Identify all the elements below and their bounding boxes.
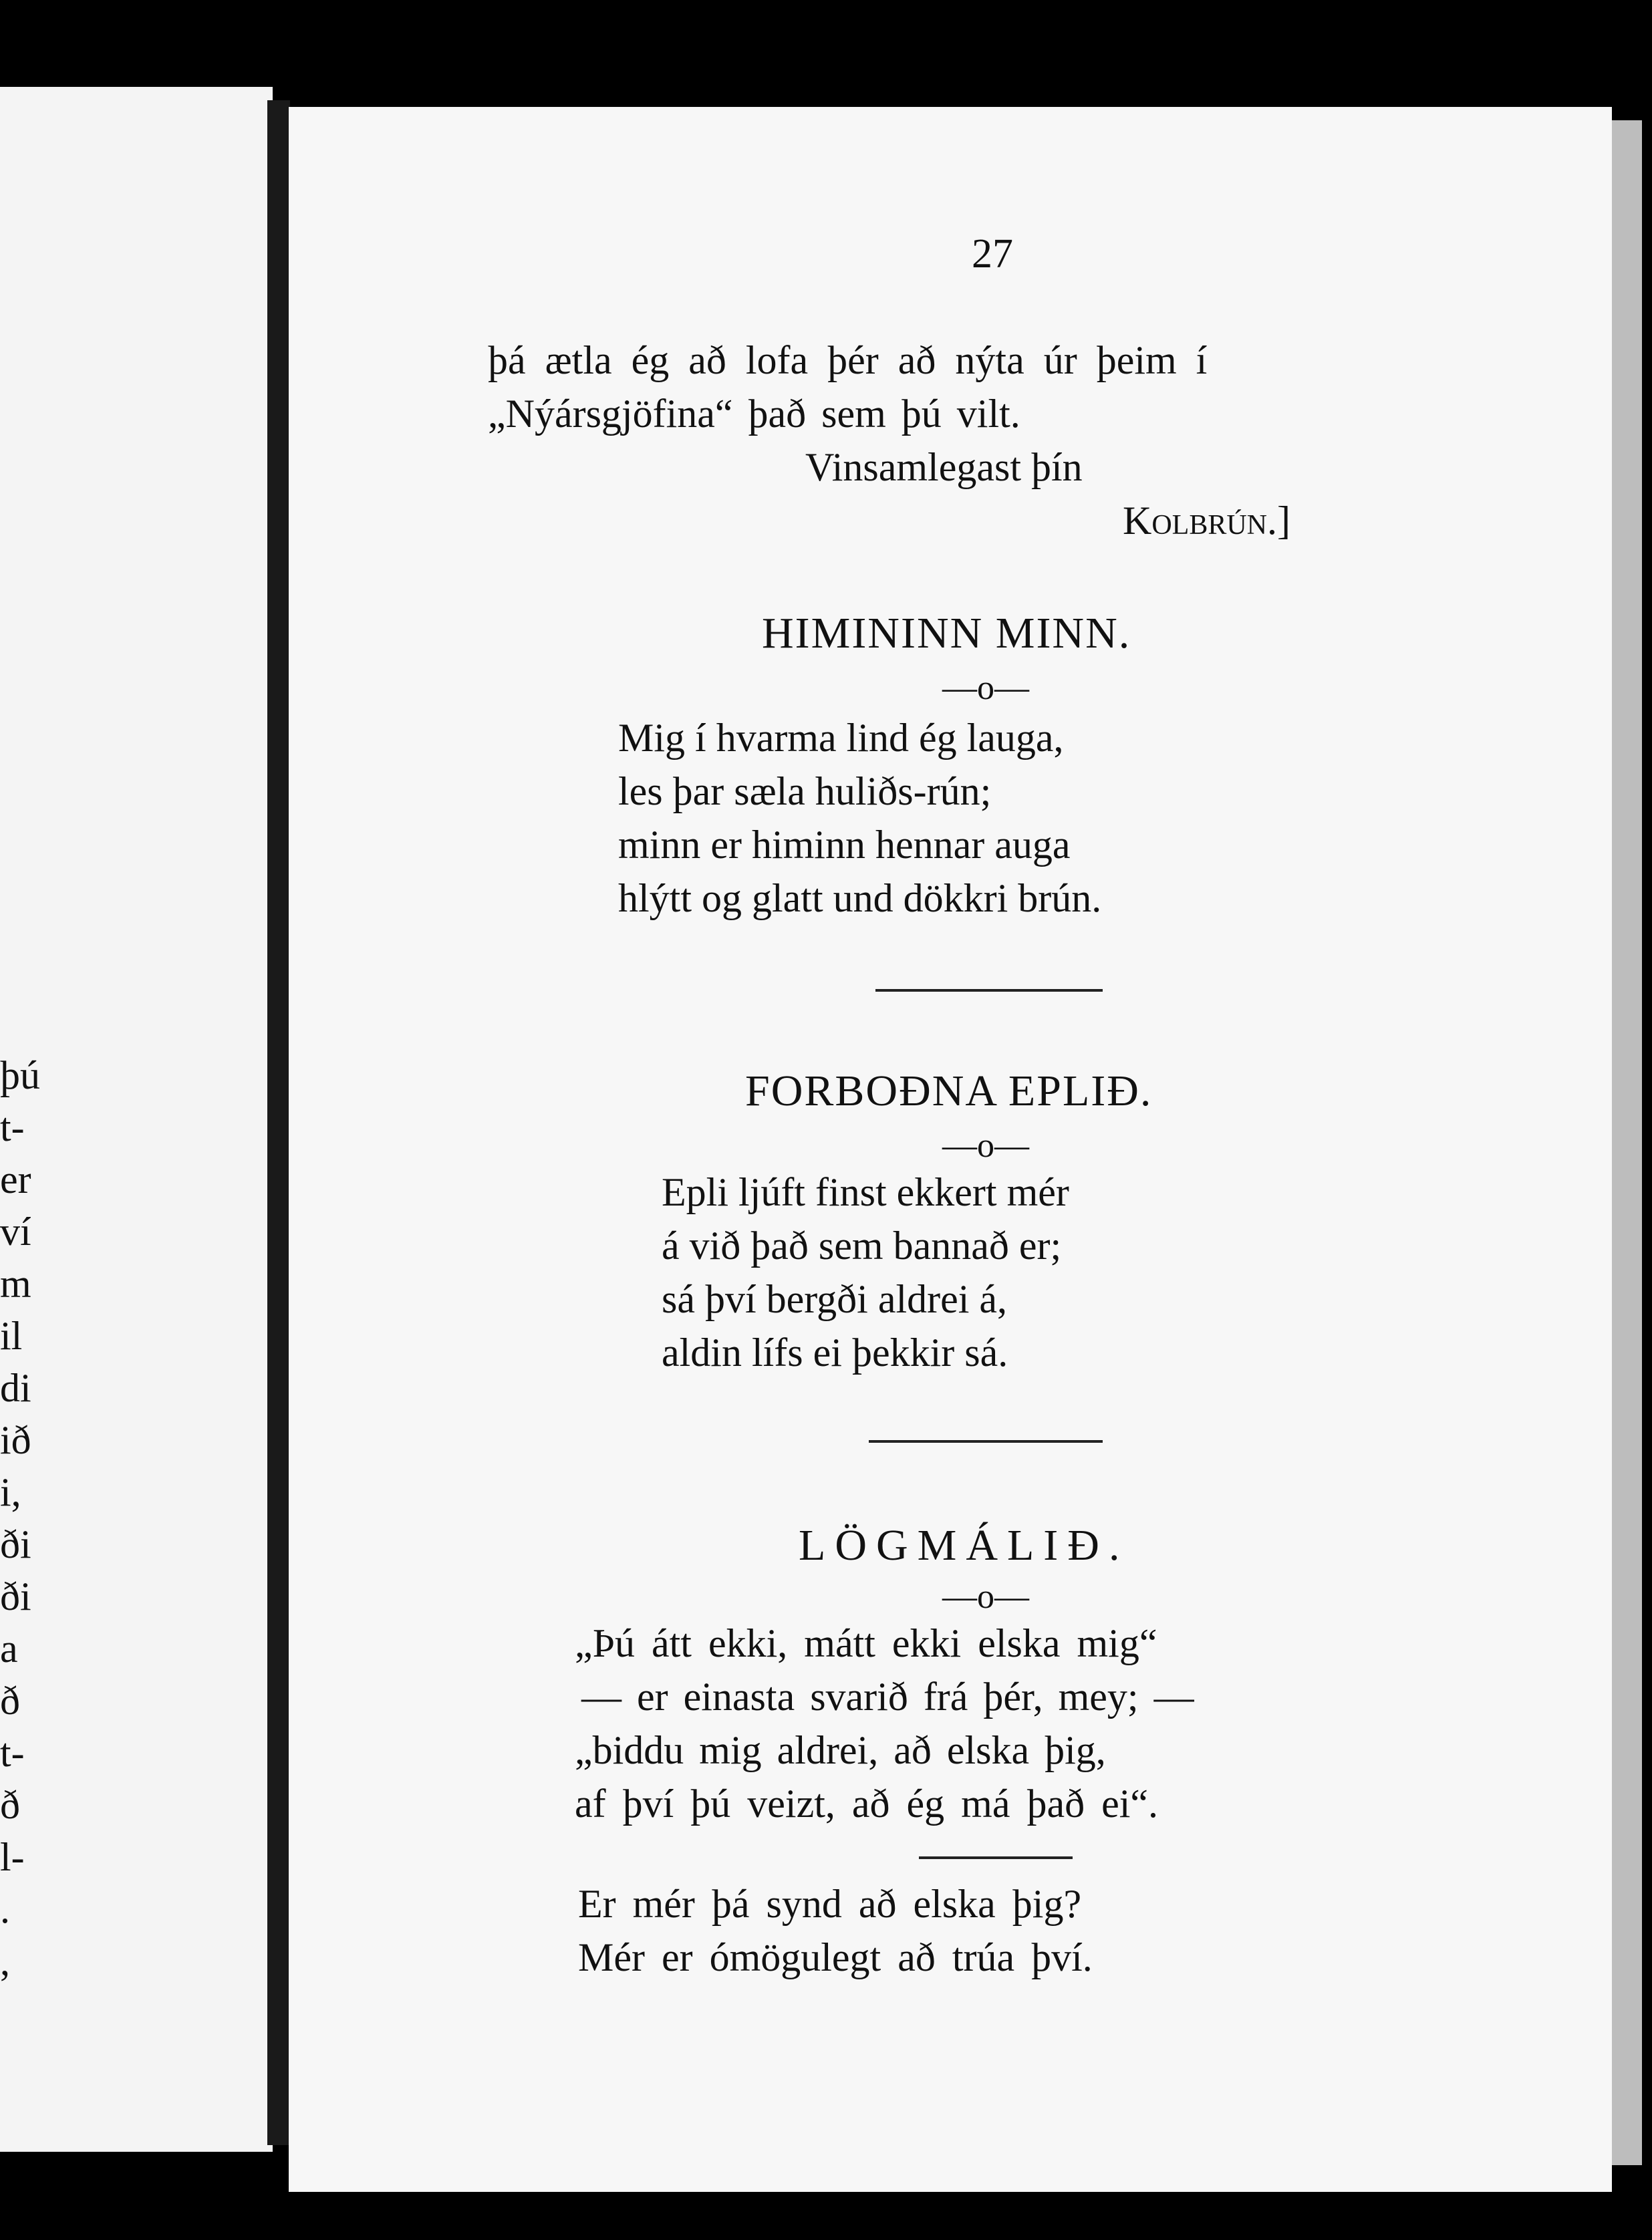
fragment: ði xyxy=(0,1522,31,1566)
fragment: di xyxy=(0,1366,31,1410)
poem-line: „biddu mig aldrei, að elska þig, xyxy=(575,1728,1106,1772)
ornament-divider: —o— xyxy=(942,1578,1029,1616)
fragment: t- xyxy=(0,1105,25,1149)
poem-line: Epli ljúft finst ekkert mér xyxy=(662,1170,1069,1214)
poem-title: FORBOÐNA EPLIÐ. xyxy=(745,1067,1153,1115)
fragment: t- xyxy=(0,1731,25,1775)
fragment: ið xyxy=(0,1418,31,1462)
section-rule xyxy=(869,1440,1103,1443)
poem-line: sá því bergði aldrei á, xyxy=(662,1277,1008,1321)
poem-line: Mig í hvarma lind ég lauga, xyxy=(618,716,1064,760)
poem-line: minn er himinn hennar auga xyxy=(618,823,1071,867)
poem-line: Mér er ómögulegt að trúa því. xyxy=(578,1935,1093,1979)
poem-line: af því þú veizt, að ég má það ei“. xyxy=(575,1782,1159,1826)
fragment: ví xyxy=(0,1210,31,1254)
fragment: i, xyxy=(0,1470,21,1514)
book-spine xyxy=(267,100,290,2145)
poem-line: — er einasta svarið frá þér, mey; — xyxy=(581,1675,1194,1719)
fragment: a xyxy=(0,1627,18,1671)
page-edge xyxy=(1612,120,1642,2165)
fragment: . xyxy=(0,1887,10,1931)
fragment: ð xyxy=(0,1783,20,1827)
poem-title: HIMININN MINN. xyxy=(762,609,1131,658)
poem-line: Er mér þá synd að elska þig? xyxy=(578,1882,1082,1926)
poem-line: „Þú átt ekki, mátt ekki elska mig“ xyxy=(575,1621,1157,1665)
page-number: 27 xyxy=(972,231,1013,277)
poem-line: hlýtt og glatt und dökkri brún. xyxy=(618,876,1102,920)
ornament-divider: —o— xyxy=(942,1127,1029,1165)
fragment: , xyxy=(0,1939,10,1983)
intro-line-2: „Nýársgjöfina“ það sem þú vilt. xyxy=(488,392,1020,436)
ornament-divider: —o— xyxy=(942,669,1029,707)
section-rule xyxy=(875,989,1103,992)
poem-title: LÖGMÁLIÐ. xyxy=(799,1521,1129,1570)
poem-line: aldin lífs ei þekkir sá. xyxy=(662,1331,1008,1375)
poem-line: á við það sem bannað er; xyxy=(662,1224,1062,1268)
left-page-text-fragments xyxy=(0,1049,40,1987)
fragment: ði xyxy=(0,1574,31,1619)
section-rule xyxy=(919,1856,1073,1859)
intro-signature: Kolbrún.] xyxy=(1123,499,1290,543)
fragment: þú xyxy=(0,1053,40,1097)
poem-line: les þar sæla huliðs-rún; xyxy=(618,769,992,813)
fragment: m xyxy=(0,1262,31,1306)
fragment: ð xyxy=(0,1679,20,1723)
fragment: er xyxy=(0,1157,31,1202)
fragment: il xyxy=(0,1314,23,1358)
fragment: l- xyxy=(0,1835,25,1879)
intro-line-1: þá ætla ég að lofa þér að nýta úr þeim í xyxy=(488,338,1208,382)
left-page xyxy=(0,87,273,2152)
intro-closing: Vinsamlegast þín xyxy=(805,445,1083,489)
